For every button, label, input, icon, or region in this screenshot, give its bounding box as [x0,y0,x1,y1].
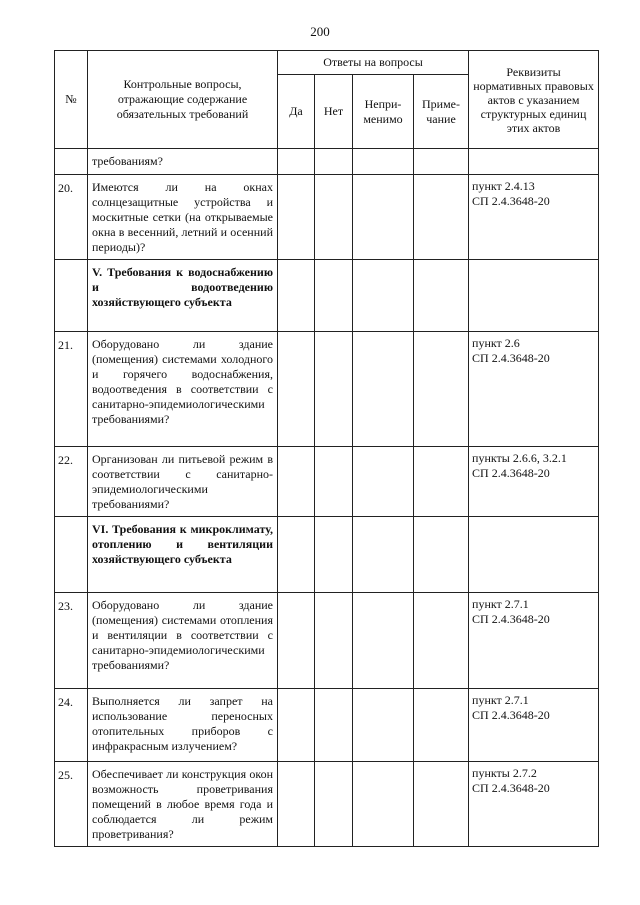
answer-not-applicable-cell[interactable] [353,175,414,260]
answer-note-cell[interactable] [414,260,469,332]
row-number [55,260,88,332]
checklist-table [54,50,599,847]
table-row [55,260,599,332]
answer-note-cell[interactable] [414,332,469,447]
answer-yes-cell[interactable] [278,689,315,762]
header-answers: Ответы на вопросы [278,51,469,75]
answer-no-cell[interactable] [315,762,353,847]
requisites-text: пункт 2.6 СП 2.4.3648-20 [469,332,599,447]
answer-yes-cell[interactable] [278,332,315,447]
section-heading: VI. Требования к микроклимату, отоплению и вентиляции хозяйствующего субъекта [88,517,278,593]
requisites-text: пункт 2.7.1 СП 2.4.3648-20 [469,593,599,689]
header-yes: Да [278,75,315,149]
header-questions: Контрольные вопросы, отражающие содержание обязательных требований [88,51,278,149]
answer-no-cell[interactable] [315,260,353,332]
answer-not-applicable-cell[interactable] [353,447,414,517]
row-number: 21. [55,332,88,447]
answer-no-cell[interactable] [315,175,353,260]
section-heading: V. Требования к водоснабжению и водоотведению хозяйствующего субъекта [88,260,278,332]
question-text: требованиям? [88,149,278,175]
answer-no-cell[interactable] [315,149,353,175]
answer-yes-cell[interactable] [278,447,315,517]
answer-yes-cell[interactable] [278,260,315,332]
header-note: Приме- чание [414,75,469,149]
answer-no-cell[interactable] [315,689,353,762]
question-text: Обеспечивает ли конструкция окон возможность проветривания помещений в любое время года и соблюдается ли режим проветривания? [88,762,278,847]
answer-no-cell[interactable] [315,593,353,689]
page-number: 200 [310,24,330,39]
answer-note-cell[interactable] [414,762,469,847]
row-number: 24. [55,689,88,762]
question-text: Организован ли питьевой режим в соответствии с санитарно-эпидемиологическими требованиями? [88,447,278,517]
header-not-applicable: Непри- менимо [353,75,414,149]
answer-not-applicable-cell[interactable] [353,689,414,762]
header-requisites: Реквизиты нормативных правовых актов с указанием структурных единиц этих актов [469,51,599,149]
answer-no-cell[interactable] [315,517,353,593]
question-text: Оборудовано ли здание (помещения) системами отопления и вентиляции в соответствии с санитарно-эпидемиологическими требованиями? [88,593,278,689]
table-row [55,762,599,847]
answer-note-cell[interactable] [414,517,469,593]
answer-note-cell[interactable] [414,175,469,260]
answer-yes-cell[interactable] [278,593,315,689]
answer-note-cell[interactable] [414,149,469,175]
header-no: Нет [315,75,353,149]
row-number [55,517,88,593]
requisites-text [469,517,599,593]
question-text: Имеются ли на окнах солнцезащитные устройства и москитные сетки (на открываемые окна в весенний, летний и осенний периоды)? [88,175,278,260]
row-number: 22. [55,447,88,517]
answer-not-applicable-cell[interactable] [353,332,414,447]
answer-note-cell[interactable] [414,689,469,762]
question-text: Оборудовано ли здание (помещения) системами холодного и горячего водоснабжения, водоотведения в соответствии с санитарно-эпидемиологическими требованиями? [88,332,278,447]
table-row [55,149,599,175]
answer-no-cell[interactable] [315,447,353,517]
answer-yes-cell[interactable] [278,517,315,593]
table-row [55,447,599,517]
table-row [55,175,599,260]
row-number: 25. [55,762,88,847]
row-number: 20. [55,175,88,260]
table-row [55,689,599,762]
header-num: № [55,51,88,149]
requisites-text [469,149,599,175]
answer-yes-cell[interactable] [278,175,315,260]
answer-not-applicable-cell[interactable] [353,149,414,175]
table-row [55,517,599,593]
answer-yes-cell[interactable] [278,762,315,847]
answer-not-applicable-cell[interactable] [353,517,414,593]
question-text: Выполняется ли запрет на использование переносных отопительных приборов с инфракрасным излучением? [88,689,278,762]
requisites-text: пункты 2.6.6, 3.2.1 СП 2.4.3648-20 [469,447,599,517]
answer-note-cell[interactable] [414,447,469,517]
table-row [55,332,599,447]
answer-not-applicable-cell[interactable] [353,762,414,847]
requisites-text: пункт 2.4.13 СП 2.4.3648-20 [469,175,599,260]
answer-no-cell[interactable] [315,332,353,447]
row-number: 23. [55,593,88,689]
answer-yes-cell[interactable] [278,149,315,175]
row-number [55,149,88,175]
answer-not-applicable-cell[interactable] [353,260,414,332]
requisites-text: пункт 2.7.1 СП 2.4.3648-20 [469,689,599,762]
answer-note-cell[interactable] [414,593,469,689]
requisites-text: пункты 2.7.2 СП 2.4.3648-20 [469,762,599,847]
answer-not-applicable-cell[interactable] [353,593,414,689]
table-row [55,593,599,689]
requisites-text [469,260,599,332]
